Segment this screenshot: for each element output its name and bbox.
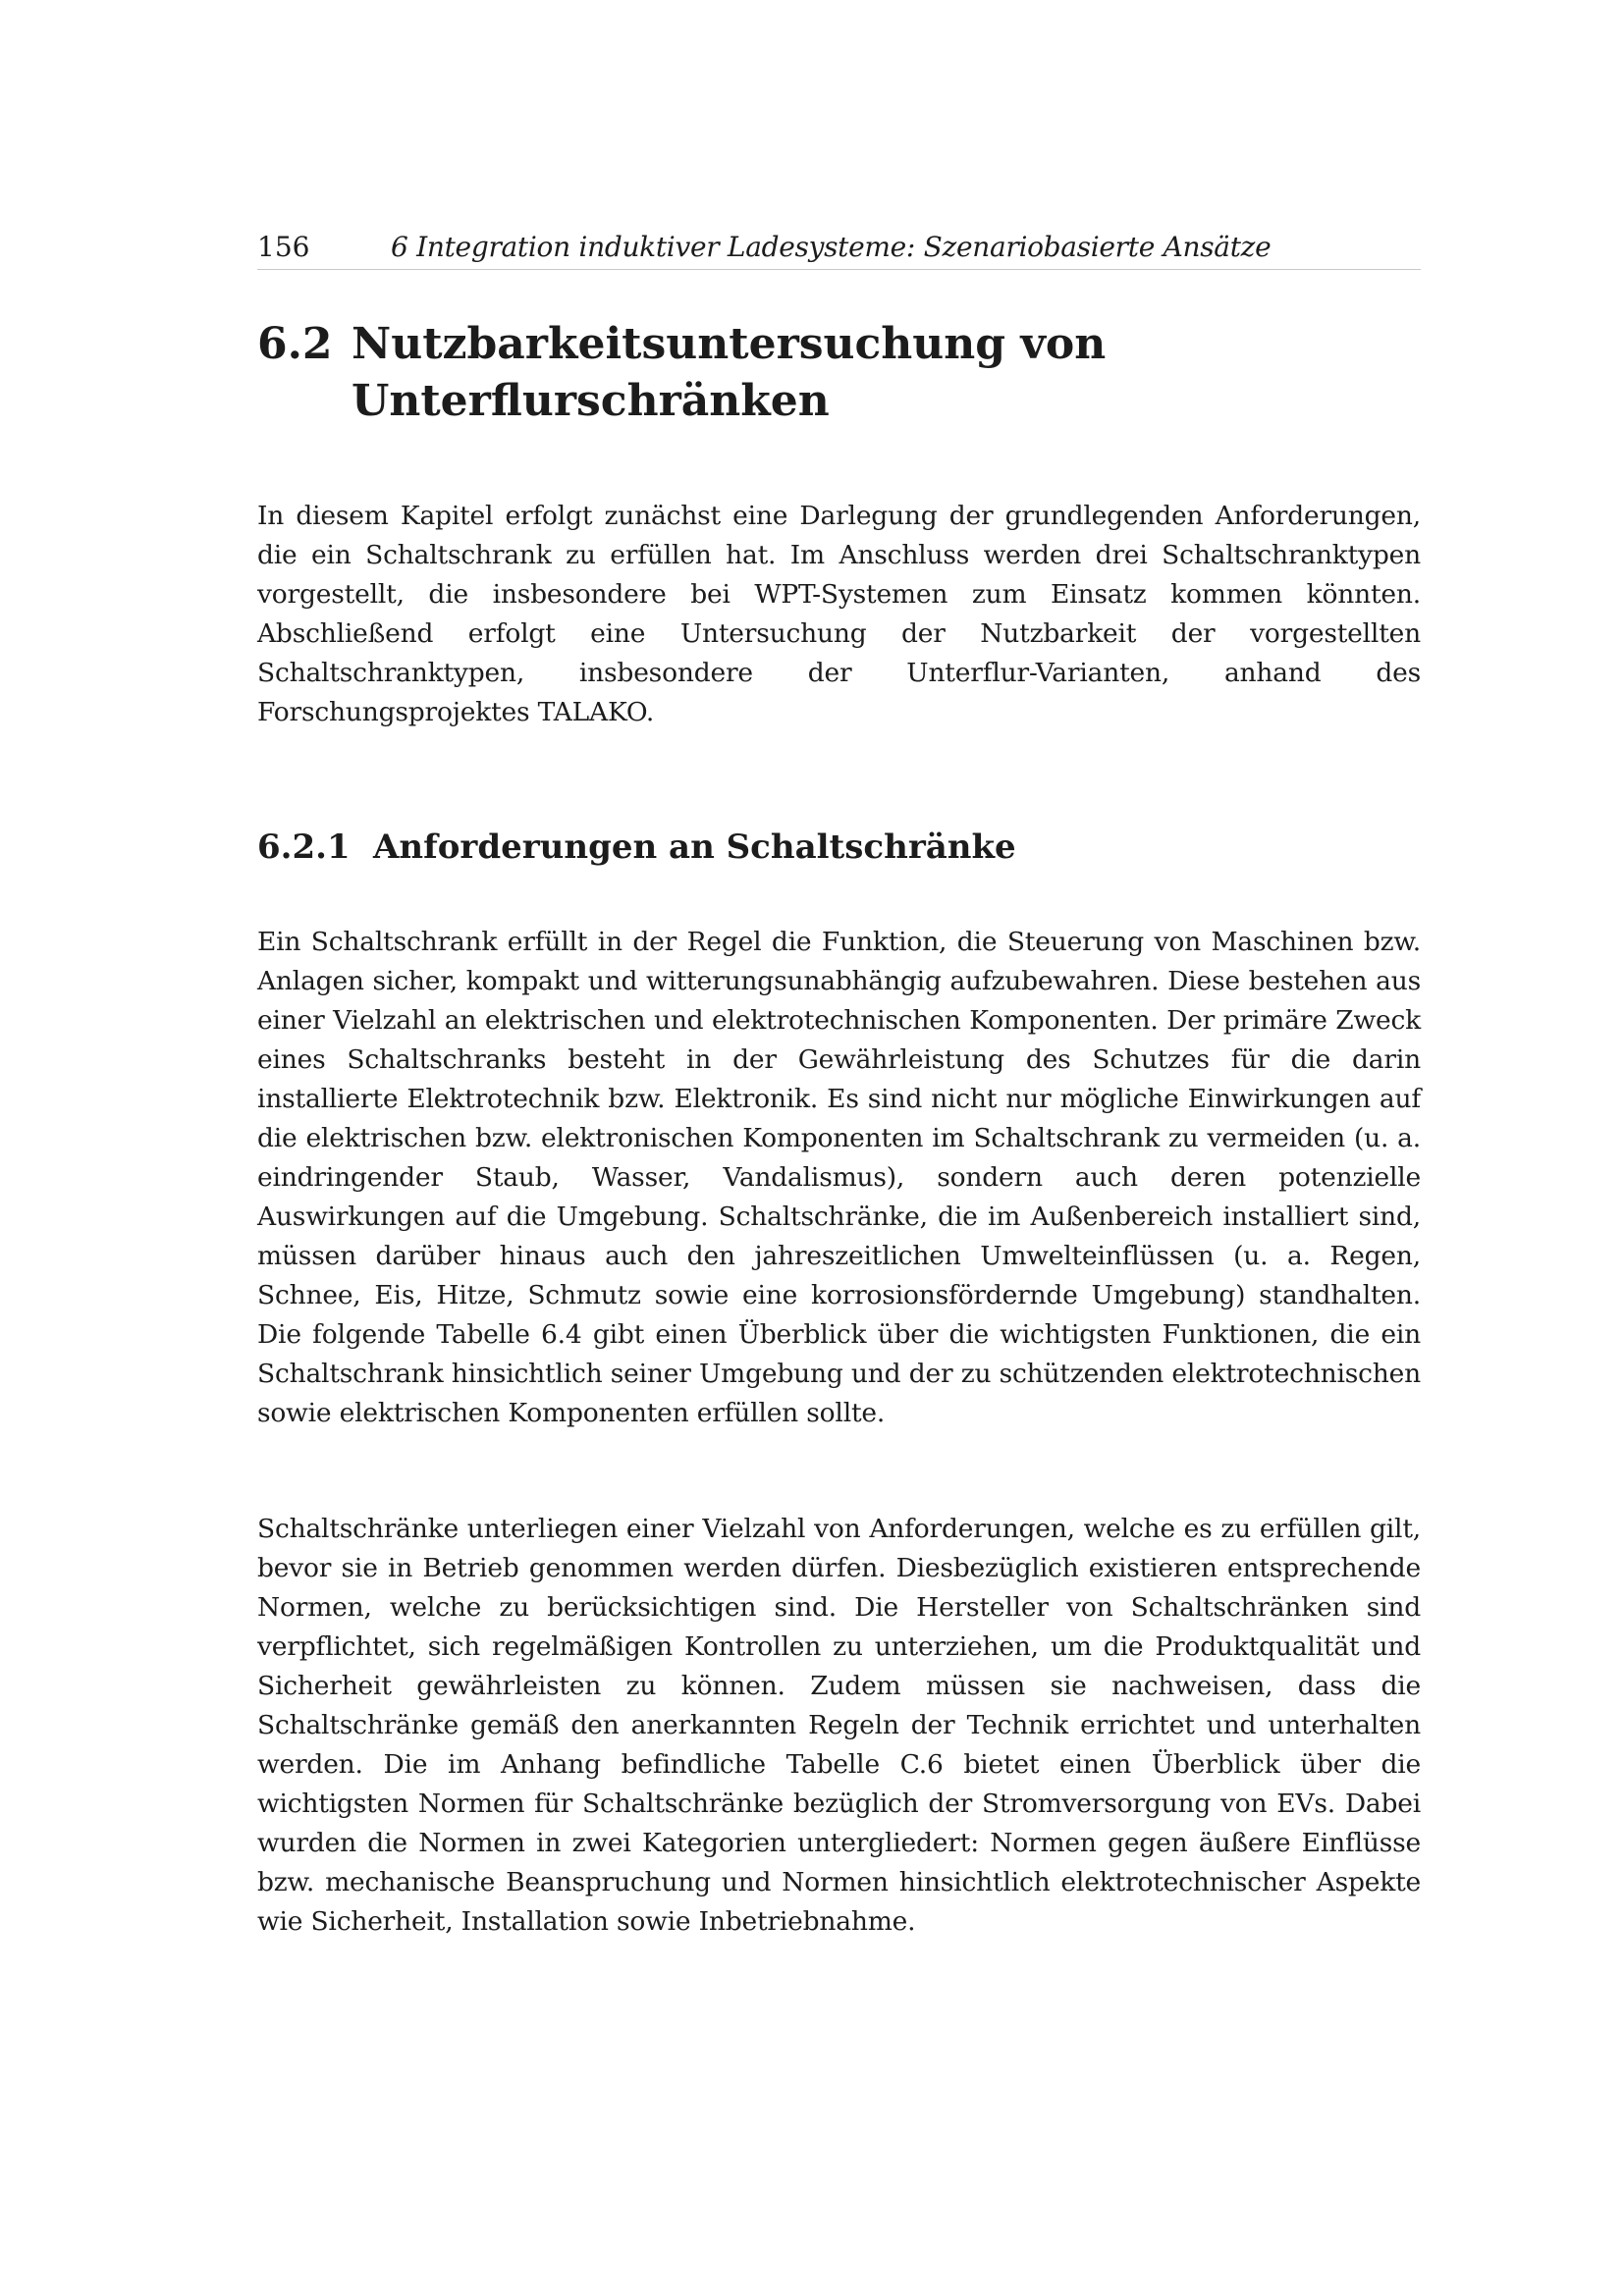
section-intro-paragraph: In diesem Kapitel erfolgt zunächst eine Darlegung der grundlegenden Anforderungen, die ein Schaltschrank zu erfüllen hat. Im Anschluss werden drei Schaltschranktypen vorgestellt, die insbesondere bei WPT-Systemen zum Einsatz kommen könnten. Abschließend erfolgt eine Untersuchung der Nutzbarkeit der vorgestellten Schaltschranktypen, insbesondere der Unterflur-Varianten, anhand des Forschungsprojektes TALAKO. bbox=[257, 501, 1421, 727]
section-number: 6.2 bbox=[257, 319, 333, 369]
document-page bbox=[257, 0, 1421, 2296]
running-chapter-title: 6 Integration induktiver Ladesysteme: Szenariobasierte Ansätze bbox=[391, 231, 1272, 263]
subsection-title: Anforderungen an Schaltschränke bbox=[373, 828, 1016, 867]
section-title: Nutzbarkeitsuntersuchung von Unterflurschränken bbox=[352, 319, 1107, 426]
page-number: 156 bbox=[257, 231, 310, 263]
body-paragraph: Ein Schaltschrank erfüllt in der Regel die Funktion, die Steuerung von Maschinen bzw. Anlagen sicher, kompakt und witterungsunabhängig aufzubewahren. Diese bestehen aus einer Vielzahl an elektrischen und elektrotechnischen Komponenten. Der primäre Zweck eines Schaltschranks besteht in der Gewährleistung des Schutzes für die darin installierte Elektrotechnik bzw. Elektronik. Es sind nicht nur mögliche Einwirkungen auf die elektrischen bzw. elektronischen Komponenten im Schaltschrank zu vermeiden (u. a. eindringender Staub, Wasser, Vandalismus), sondern auch deren potenzielle Auswirkungen auf die Umgebung. Schaltschränke, die im Außenbereich installiert sind, müssen darüber hinaus auch den jahreszeitlichen Umwelteinflüssen (u. a. Regen, Schnee, Eis, Hitze, Schmutz sowie eine korrosionsfördernde Umgebung) standhalten. Die folgende Tabelle 6.4 gibt einen Überblick über die wichtigsten Funktionen, die ein Schaltschrank hinsichtlich seiner Umgebung und der zu schützenden elektrotechnischen sowie elektrischen Komponenten erfüllen sollte. bbox=[257, 927, 1421, 1428]
subsection-number: 6.2.1 bbox=[257, 828, 351, 867]
running-header bbox=[257, 226, 1421, 270]
body-paragraph: Schaltschränke unterliegen einer Vielzahl von Anforderungen, welche es zu erfüllen gilt, bevor sie in Betrieb genommen werden dürfen. Diesbezüglich existieren entsprechende Normen, welche zu berücksichtigen sind. Die Hersteller von Schaltschränken sind verpflichtet, sich regelmäßigen Kontrollen zu unterziehen, um die Produktqualität und Sicherheit gewährleisten zu können. Zudem müssen sie nachweisen, dass die Schaltschränke gemäß den anerkannten Regeln der Technik errichtet und unterhalten werden. Die im Anhang befindliche Tabelle C.6 bietet einen Überblick über die wichtigsten Normen für Schaltschränke bezüglich der Stromversorgung von EVs. Dabei wurden die Normen in zwei Kategorien untergliedert: Normen gegen äußere Einflüsse bzw. mechanische Beanspruchung und Normen hinsichtlich elektrotechnischer Aspekte wie Sicherheit, Installation sowie Inbetriebnahme. bbox=[257, 1514, 1421, 1937]
